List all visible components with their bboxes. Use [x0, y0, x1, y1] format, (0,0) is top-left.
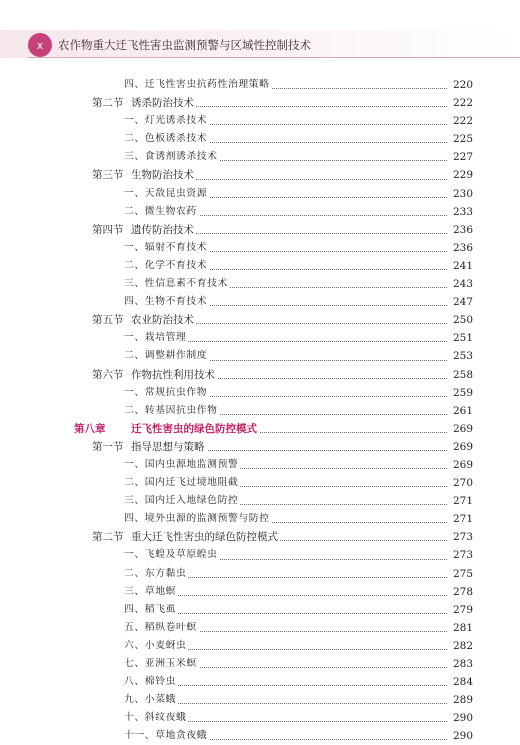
toc-entry-title: 一、天敌昆虫资源 [124, 185, 209, 203]
toc-entry-title: 一、辐射不育技术 [124, 239, 209, 257]
toc-entry-sub[interactable] [0, 492, 520, 510]
toc-entry-title: 一、国内虫源地监测预警 [124, 456, 240, 474]
toc-entry-title: 四、境外虫源的监测预警与防控 [124, 510, 272, 528]
toc-entry-sub[interactable] [0, 619, 520, 637]
toc-page-number: 269 [447, 438, 473, 456]
toc-page-number: 222 [447, 94, 473, 112]
toc-page-number: 279 [447, 601, 473, 619]
toc-entry-title: 十一、草地贪夜蛾 [124, 727, 209, 745]
toc-page-number: 233 [447, 203, 473, 221]
toc-page-number: 283 [447, 655, 473, 673]
toc-entry-sub[interactable] [0, 727, 520, 745]
toc-entry-title: 十、斜纹夜蛾 [124, 709, 188, 727]
toc-entry-section[interactable] [0, 94, 520, 112]
toc-entry-title: 指导思想与策略 [131, 438, 207, 456]
toc-entry-title: 三、性信息素不育技术 [124, 275, 230, 293]
toc-entry-sub[interactable] [0, 673, 520, 691]
toc-entry-title: 二、调整耕作制度 [124, 347, 209, 365]
toc-page-number: 271 [447, 510, 473, 528]
toc-entry-title: 一、飞蝗及草原蝗虫 [124, 546, 220, 564]
toc-page-number: 247 [447, 293, 473, 311]
toc-entry-title: 七、亚洲玉米螟 [124, 655, 199, 673]
toc-entry-title: 八、棉铃虫 [124, 673, 178, 691]
toc-page-number: 250 [447, 311, 473, 329]
section-label: 第三节 [92, 169, 124, 182]
book-title: 农作物重大迁飞性害虫监测预警与区域性控制技术 [58, 38, 311, 52]
toc-entry-sub[interactable] [0, 347, 520, 365]
toc-page-number: 222 [447, 112, 473, 130]
toc-entry-sub[interactable] [0, 655, 520, 673]
toc-page-number: 270 [447, 474, 473, 492]
toc-page-number: 261 [447, 402, 473, 420]
toc-entry-sub[interactable] [0, 474, 520, 492]
toc-page-number: 243 [447, 275, 473, 293]
toc-entry-sub[interactable] [0, 112, 520, 130]
toc-page-number: 230 [447, 185, 473, 203]
toc-entry-title: 三、食诱剂诱杀技术 [124, 148, 220, 166]
toc-entry-sub[interactable] [0, 148, 520, 166]
toc-entry-sub[interactable] [0, 601, 520, 619]
toc-entry-sub[interactable] [0, 691, 520, 709]
toc-page-number: 251 [447, 329, 473, 347]
toc-entry-sub[interactable] [0, 637, 520, 655]
toc-page-number: 241 [447, 257, 473, 275]
toc-entry-section[interactable] [0, 438, 520, 456]
toc-entry-title: 二、化学不育技术 [124, 257, 209, 275]
toc-page-number: 271 [447, 492, 473, 510]
toc-entry-sub[interactable] [0, 709, 520, 727]
toc-entry-title: 二、东方黏虫 [124, 565, 188, 583]
section-label: 第二节 [92, 531, 124, 544]
page-number-badge: x [28, 33, 52, 57]
toc-entry-title: 四、生物不育技术 [124, 293, 209, 311]
toc-entry-section[interactable] [0, 221, 520, 239]
toc-entry-sub[interactable] [0, 565, 520, 583]
toc-entry-section[interactable] [0, 311, 520, 329]
toc-entry-sub[interactable] [0, 76, 520, 94]
toc-entry-title: 一、灯光诱杀技术 [124, 112, 209, 130]
toc-entry-sub[interactable] [0, 257, 520, 275]
toc-entry-title: 一、栽培管理 [124, 329, 188, 347]
toc-entry-title: 三、国内迁入地绿色防控 [124, 492, 240, 510]
toc-entry-title: 五、稻纵卷叶螟 [124, 619, 199, 637]
toc-entry-title: 作物抗性利用技术 [131, 366, 217, 384]
chapter-label: 第八章 [74, 422, 106, 435]
toc-page-number: 289 [447, 691, 473, 709]
toc-page-number: 269 [447, 456, 473, 474]
toc-entry-chapter[interactable] [0, 420, 520, 438]
toc-entry-sub[interactable] [0, 583, 520, 601]
toc-page-number: 275 [447, 565, 473, 583]
toc-entry-sub[interactable] [0, 329, 520, 347]
toc-entry-title: 二、国内迁飞过境地阻截 [124, 474, 240, 492]
toc-page-number: 290 [447, 709, 473, 727]
toc-entry-sub[interactable] [0, 275, 520, 293]
section-label: 第四节 [92, 223, 124, 236]
toc-entry-title: 诱杀防治技术 [131, 94, 196, 112]
toc-entry-sub[interactable] [0, 456, 520, 474]
toc-entry-section[interactable] [0, 366, 520, 384]
toc-entry-sub[interactable] [0, 546, 520, 564]
toc-entry-sub[interactable] [0, 130, 520, 148]
section-label: 第六节 [92, 368, 124, 381]
toc-page-number: 258 [447, 366, 473, 384]
toc-entry-title: 生物防治技术 [131, 166, 196, 184]
toc-page-number: 284 [447, 673, 473, 691]
toc-entry-title: 四、稻飞虱 [124, 601, 178, 619]
toc-entry-title: 六、小麦蚜虫 [124, 637, 188, 655]
toc-page-number: 225 [447, 130, 473, 148]
toc-page-number: 220 [447, 76, 473, 94]
toc-entry-title: 二、转基因抗虫作物 [124, 402, 220, 420]
toc-entry-sub[interactable] [0, 185, 520, 203]
toc-page-number: 282 [447, 637, 473, 655]
toc-entry-sub[interactable] [0, 402, 520, 420]
toc-entry-title: 二、色板诱杀技术 [124, 130, 209, 148]
table-of-contents [0, 76, 520, 745]
toc-entry-sub[interactable] [0, 510, 520, 528]
toc-page-number: 290 [447, 727, 473, 745]
toc-page-number: 236 [447, 221, 473, 239]
toc-page-number: 269 [447, 420, 473, 438]
toc-entry-sub[interactable] [0, 293, 520, 311]
toc-entry-sub[interactable] [0, 239, 520, 257]
toc-page-number: 227 [447, 148, 473, 166]
toc-page-number: 273 [447, 528, 473, 546]
section-label: 第一节 [92, 440, 124, 453]
toc-page-number: 278 [447, 583, 473, 601]
toc-entry-title: 二、微生物农药 [124, 203, 199, 221]
toc-entry-title: 迁飞性害虫的绿色防控模式 [131, 420, 259, 438]
toc-entry-title: 农业防治技术 [131, 311, 196, 329]
toc-page-number: 229 [447, 166, 473, 184]
toc-entry-title: 三、草地螟 [124, 583, 178, 601]
toc-page-number: 281 [447, 619, 473, 637]
section-label: 第五节 [92, 314, 124, 327]
toc-entry-sub[interactable] [0, 384, 520, 402]
toc-entry-title: 一、常规抗虫作物 [124, 384, 209, 402]
toc-entry-section[interactable] [0, 528, 520, 546]
toc-entry-title: 重大迁飞性害虫的绿色防控模式 [131, 528, 280, 546]
toc-page-number: 259 [447, 384, 473, 402]
header-rule [28, 57, 520, 58]
toc-entry-title: 九、小菜蛾 [124, 691, 178, 709]
section-label: 第二节 [92, 97, 124, 110]
toc-page-number: 253 [447, 347, 473, 365]
toc-entry-sub[interactable] [0, 203, 520, 221]
toc-entry-title: 遗传防治技术 [131, 221, 196, 239]
toc-page-number: 273 [447, 546, 473, 564]
toc-entry-section[interactable] [0, 166, 520, 184]
toc-entry-title: 四、迁飞性害虫抗药性治理策略 [124, 76, 272, 94]
toc-page-number: 236 [447, 239, 473, 257]
